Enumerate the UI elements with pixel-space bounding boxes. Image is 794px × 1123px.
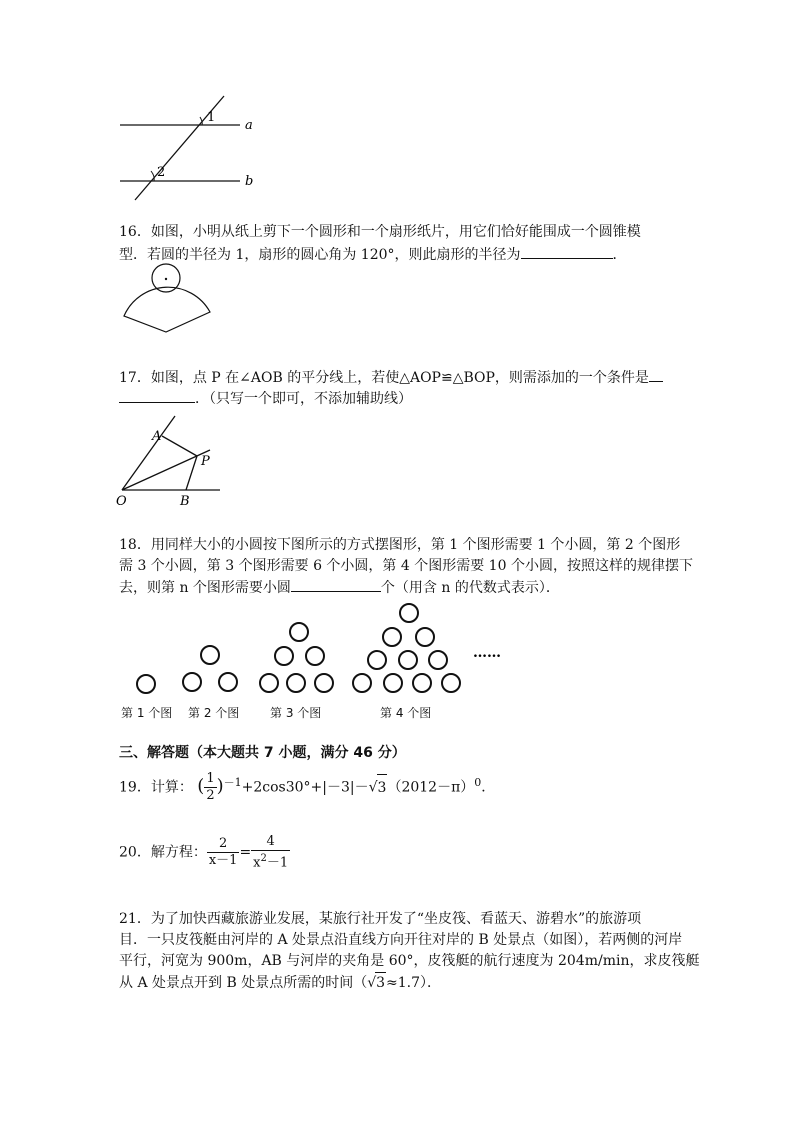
q19-exp0: 0 (474, 776, 482, 789)
label-a: a (245, 118, 253, 133)
small-circle (384, 674, 402, 692)
label-A: A (152, 429, 162, 444)
small-circle (400, 604, 418, 622)
q16-answer-blank[interactable] (521, 244, 613, 259)
q20-prefix: 20．解方程： (119, 844, 207, 861)
q21-line3: 平行，河宽为 900m，AB 与河岸的夹角是 60°，皮筏艇的航行速度为 204m/min，求皮筏艇 (119, 953, 700, 969)
q19-frac-den: 2 (206, 788, 215, 804)
q19-sqrt-arg: 3 (377, 774, 388, 801)
label-P: P (201, 454, 210, 469)
q21-text: 从 A 处景点开到 B 处景点所需的时间（ (119, 975, 368, 991)
small-circle (260, 674, 278, 692)
q18-line2: 需 3 个小圆，第 3 个图形需要 6 个小圆，第 4 个图形需要 10 个小圆，按照这样的规律摆下 (119, 558, 693, 574)
small-circle (416, 628, 434, 646)
small-circle (275, 647, 293, 665)
q18-line1: 18．用同样大小的小圆按下图所示的方式摆图形，第 1 个图形需要 1 个小圆，第 2 个图形 (119, 537, 681, 553)
q17-line1 (119, 367, 663, 388)
pattern-ellipsis: …… (473, 645, 501, 661)
q19-exp: －1 (223, 776, 242, 789)
q16-text: 型．若圆的半径为 1，扇形的圆心角为 120°，则此扇形的半径为 (119, 247, 521, 263)
label-O: O (116, 494, 127, 509)
q16-text-end: ． (612, 247, 627, 263)
caption-fig2: 第 2 个图 (188, 706, 240, 720)
small-circle (413, 674, 431, 692)
sqrt-sign: √ (367, 975, 377, 991)
q20-left-fraction (207, 836, 240, 869)
q20-r-num: 4 (251, 834, 290, 851)
label-b: b (245, 174, 254, 189)
sector (124, 287, 210, 332)
label-1: 1 (207, 110, 216, 125)
small-circle (287, 674, 305, 692)
q19-frac-num: 1 (206, 771, 215, 787)
paren-open: ( (197, 775, 205, 797)
q19 (119, 770, 495, 804)
circle-center-dot (165, 278, 167, 280)
ray-OA (122, 416, 175, 490)
q20-r-den-base: x (253, 855, 261, 871)
segment-PB (186, 456, 197, 490)
small-circle (201, 646, 219, 664)
q19-end: ． (481, 779, 496, 796)
section3-title: 三、解答题（本大题共 7 小题，满分 46 分） (119, 745, 406, 761)
small-circle (429, 651, 447, 669)
q16-line1: 16．如图，小明从纸上剪下一个圆形和一个扇形纸片，用它们恰好能围成一个圆锥模 (119, 224, 641, 240)
pattern-1 (137, 675, 155, 693)
pattern-2 (183, 646, 237, 691)
small-circle (290, 623, 308, 641)
q21-sqrt-arg: 3 (375, 972, 386, 993)
small-circle (219, 673, 237, 691)
q17-answer-blank-1[interactable] (649, 367, 663, 382)
caption-fig1: 第 1 个图 (121, 706, 173, 720)
q21-line1: 21．为了加快西藏旅游业发展，某旅行社开发了“坐皮筏、看蓝天、游碧水”的旅游项 (119, 911, 642, 927)
fig16-cone-net (118, 262, 218, 342)
q21-line2: 目．一只皮筏艇由河岸的 A 处景点沿直线方向开往对岸的 B 处景点（如图），若两侧的河岸 (119, 932, 683, 948)
small-circle (442, 674, 460, 692)
q21-text-end: ≈1.7）． (386, 975, 442, 991)
fig15-parallel-lines (110, 92, 270, 202)
q20-r-den-exp: 2 (260, 853, 267, 864)
q19-mid: +2cos30°+|－3|－ (241, 779, 369, 796)
segment-AP (162, 436, 197, 456)
small-circle (306, 647, 324, 665)
q20-r-den-tail: －1 (266, 855, 289, 871)
q18-text-end: 个（用含 n 的代数式表示）． (380, 580, 560, 596)
caption-fig4: 第 4 个图 (380, 706, 432, 720)
q20-right-fraction (251, 834, 290, 871)
q20-eq: = (239, 844, 252, 861)
caption-fig3: 第 3 个图 (270, 706, 322, 720)
q21-line4 (119, 972, 441, 993)
small-circle (399, 651, 417, 669)
q19-tail: （2012－π） (387, 779, 475, 796)
paren-close: ) (216, 775, 224, 797)
small-circle (137, 675, 155, 693)
label-2: 2 (157, 165, 166, 180)
small-circle (368, 651, 386, 669)
label-B: B (180, 494, 190, 509)
q20-l-den: x－1 (208, 853, 238, 869)
pattern-4 (353, 604, 460, 692)
small-circle (353, 674, 371, 692)
q17-text: 17．如图，点 P 在∠AOB 的平分线上，若使△AOP≌△BOP，则需添加的一个条件是 (119, 370, 649, 386)
q20 (119, 834, 290, 871)
q19-prefix: 19．计算： (119, 779, 193, 796)
q20-l-num: 2 (207, 836, 240, 853)
small-circle (383, 628, 401, 646)
fig18-circle-patterns (115, 595, 515, 700)
q17-answer-blank-2[interactable] (119, 388, 195, 403)
q18-text: 去，则第 n 个图形需要小圆 (119, 580, 291, 596)
pattern-3 (260, 623, 333, 692)
q20-r-den (251, 851, 290, 871)
small-circle (315, 674, 333, 692)
q18-answer-blank[interactable] (291, 577, 381, 592)
sqrt-sign: √ (368, 779, 378, 796)
q19-fraction (204, 771, 216, 804)
small-circle (183, 673, 201, 691)
q17-text-end: ．（只写一个即可，不添加辅助线） (195, 391, 412, 407)
q17-line2 (119, 388, 412, 409)
fig17-angle-bisector (112, 410, 232, 510)
